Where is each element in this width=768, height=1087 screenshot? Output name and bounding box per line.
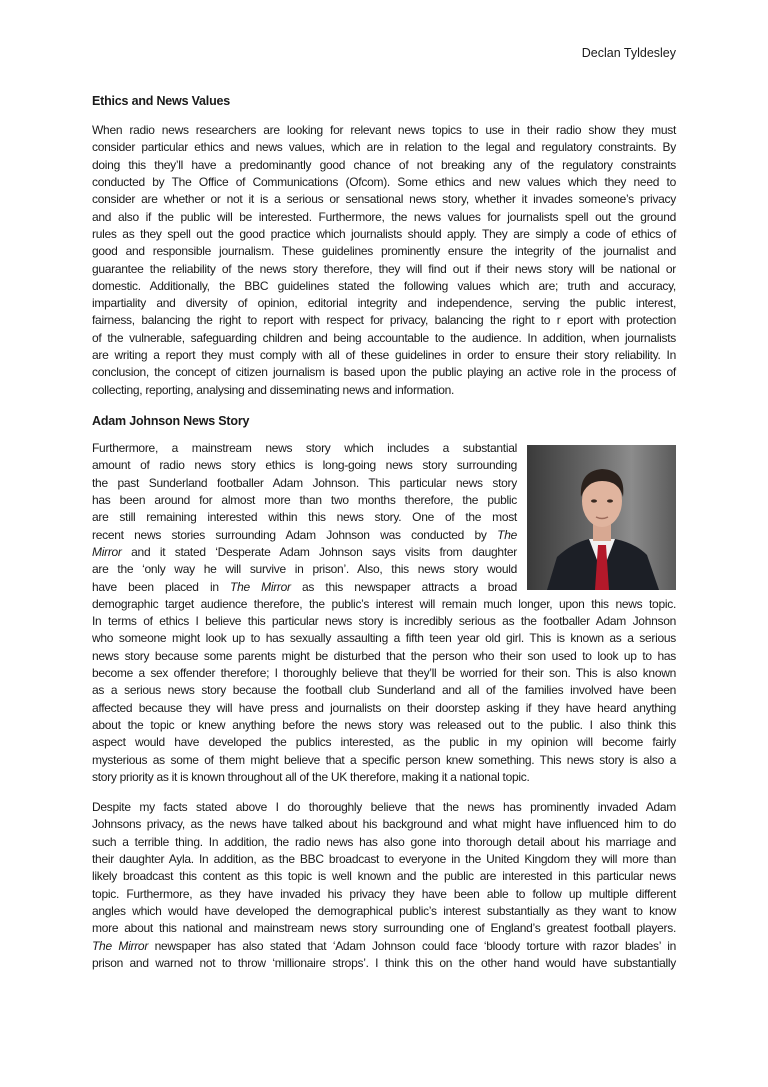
- text-line: conducted by The Office of Communications (Ofcom). Some ethics and new values which they need to: [92, 174, 676, 189]
- text-segment: newspaper has also stated that ‘Adam Johnson could face ‘bloody torture with razor blades’ in: [148, 938, 676, 953]
- text-line: are writing a report they must comply with all of these guidelines in order to ensure their story reliability. In: [92, 348, 676, 363]
- text-line: more about this national and mainstream news story surrounding one of England’s greatest football players.: [92, 921, 676, 936]
- text-line: the past Sunderland footballer Adam Johnson. This particular news story: [92, 475, 517, 490]
- text-line: aspect would have developed the publics interested, as the public in my opinion will become fairly: [92, 735, 676, 750]
- text-line: amount of radio news story ethics is long-going news story surrounding: [92, 458, 517, 473]
- publication-name: Mirror: [92, 544, 122, 559]
- text-line: prison and warned not to throw ‘millionaire strops’. I think this on the other hand would have substantially: [92, 955, 676, 970]
- text-line: guarantee the reliability of the news story therefore, they will find out if their news story will be national or: [92, 261, 676, 276]
- text-line: mysterious as some of them might believe that a specific person knew something. This news story is also a: [92, 752, 676, 767]
- text-line: news story because some parents might be disturbed that the person who their son used to look up to has: [92, 648, 676, 663]
- heading-ethics: Ethics and News Values: [92, 94, 231, 108]
- text-line: [92, 527, 517, 544]
- text-line: [92, 544, 517, 561]
- text-line: has been around for almost more than two months therefore, the public: [92, 492, 517, 507]
- text-line: rules as they spell out the good practice which journalists should apply. They are simply a code of ethics of: [92, 226, 676, 241]
- heading-adam-johnson: Adam Johnson News Story: [92, 414, 250, 428]
- text-line: affected because they will have press and journalists on their doorstep asking if they have heard anything: [92, 700, 676, 715]
- text-line: about the topic or knew anything before the news story was released out to the public. I also think this: [92, 718, 676, 732]
- text-line: Furthermore, a mainstream news story which includes a substantial: [92, 441, 517, 455]
- adam-johnson-photo: [527, 445, 676, 590]
- text-line: impartiality and diversity of opinion, editorial integrity and independence, serving the public interest,: [92, 296, 676, 311]
- text-line: domestic. Additionally, the BBC guidelines stated the following values which are; truth and accuracy,: [92, 278, 676, 293]
- portrait-illustration: [527, 445, 676, 590]
- text-line: such a terrible thing. In addition, the radio news has also gone into thorough detail about his marriage and: [92, 834, 676, 849]
- text-line: and also if the public will be interested. Furthermore, the news values for journalists spell out the ground: [92, 209, 676, 224]
- text-line: story priority as it is known throughout all of the UK therefore, making it a national topic.: [92, 769, 530, 784]
- text-line: likely broadcast this content as this topic is well known and the public are interested in this particular news: [92, 869, 676, 884]
- text-line: their daughter Ayla. In addition, as the BBC broadcast to everyone in the United Kingdom they will more than: [92, 851, 676, 866]
- text-line: [92, 579, 517, 596]
- publication-name: The Mirror: [230, 579, 291, 594]
- text-segment: recent news stories surrounding Adam Johnson was conducted by: [92, 527, 498, 542]
- text-line: of the vulnerable, safeguarding children and being accountable to the audience. In addition, when journalists: [92, 330, 676, 345]
- text-segment: have been placed in: [92, 579, 231, 594]
- text-line: fairness, balancing the right to report with respect for privacy, balancing the right to r eport with protection: [92, 313, 676, 328]
- text-segment: and it stated ‘Desperate Adam Johnson says visits from daughter: [121, 544, 517, 559]
- text-line: consider are whether or not it is a serious or sensational news story, whether it invades someone’s privacy: [92, 192, 676, 207]
- text-line: doing this they’ll have a predominantly good chance of not breaking any of the regulatory constraints: [92, 157, 676, 172]
- text-line: When radio news researchers are looking for relevant news topics to use in their radio show they must: [92, 123, 676, 137]
- paragraph-ethics: [92, 122, 676, 399]
- text-line: are the ‘only way he will survive in prison’. Also, this news story would: [92, 562, 517, 577]
- text-segment: as this newspaper attracts a broad: [290, 579, 518, 594]
- text-line: as a serious news story because the football club Sunderland and all of the families involved have been: [92, 683, 676, 698]
- text-line: collecting, reporting, analysing and disseminating news and information.: [92, 382, 455, 397]
- text-line: topic. Furthermore, as they have invaded his privacy they have been able to follow up multiple different: [92, 886, 676, 901]
- paragraph-privacy: [92, 799, 676, 972]
- text-line: [92, 938, 676, 955]
- text-line: conclusion, the concept of citizen journalism is based upon the public playing an active role in the process of: [92, 365, 676, 380]
- text-line: Despite my facts stated above I do thoroughly believe that the news has prominently invaded Adam: [92, 800, 676, 814]
- publication-name: The Mirror: [92, 938, 149, 953]
- text-line: demographic target audience therefore, the public’s interest will remain much longer, upon this news topic.: [92, 596, 676, 611]
- text-line: Johnsons privacy, as the news have talked about his background and what might have influenced him to do: [92, 817, 676, 832]
- author-name: Declan Tyldesley: [581, 46, 676, 60]
- text-line: are still remaining interested within this news story. One of the most: [92, 510, 517, 525]
- text-line: good and responsible journalism. These guidelines prominently ensure the integrity of the journalist and: [92, 244, 676, 259]
- publication-name: The: [497, 527, 517, 542]
- text-line: In terms of ethics I believe this particular news story is incredibly serious as the footballer Adam Johnson: [92, 614, 676, 629]
- text-line: who someone might look up to has sexually assaulting a fifth teen year old girl. This is known as a serious: [92, 631, 676, 646]
- text-line: angles which would have developed the demographical public’s interest substantially as they want to know: [92, 903, 676, 918]
- text-line: consider particular ethics and news values, which are in relation to the legal and regulatory constraints. By: [92, 140, 676, 155]
- text-line: become a sex offender therefore; I thoroughly believe that they’ll be worried for their son. This is also known: [92, 666, 676, 681]
